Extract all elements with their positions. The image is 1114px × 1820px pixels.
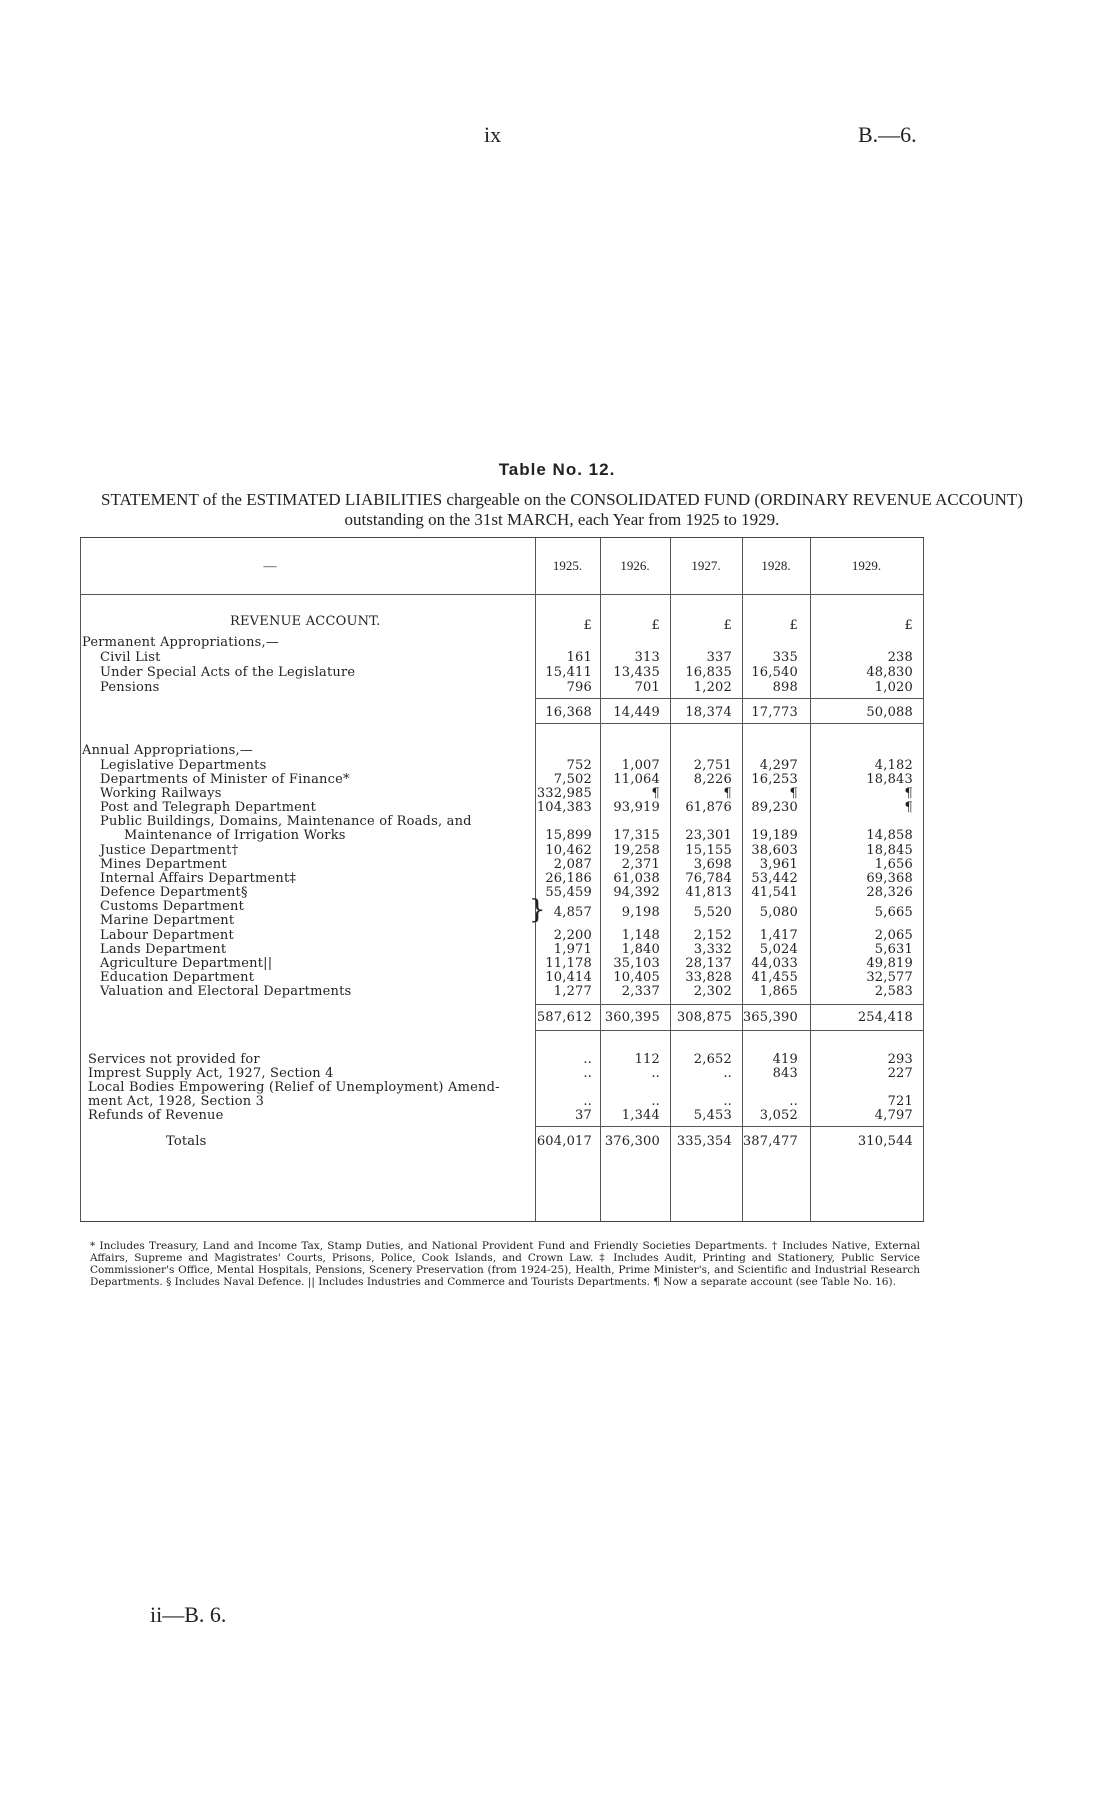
value-cell: 23,301: [685, 828, 732, 843]
value-cell: 2,652: [693, 1052, 732, 1067]
value-cell: 4,797: [874, 1108, 913, 1123]
subtotal-rule: [535, 1004, 924, 1005]
value-cell: 41,813: [685, 885, 732, 900]
value-cell: 701: [634, 680, 660, 695]
value-cell: 61,876: [685, 800, 732, 815]
value-cell: 93,919: [613, 800, 660, 815]
value-cell: 10,414: [545, 970, 592, 985]
value-cell: 18,374: [685, 705, 732, 720]
value-cell: 16,835: [685, 665, 732, 680]
row-label: Defence Department§: [100, 885, 248, 900]
column-divider: [600, 538, 601, 1221]
value-cell: 19,189: [751, 828, 798, 843]
row-label: Justice Department†: [100, 843, 239, 858]
value-cell: 376,300: [604, 1134, 660, 1149]
totals-label: Totals: [166, 1134, 207, 1149]
column-divider: [742, 538, 743, 1221]
value-cell: 50,088: [866, 705, 913, 720]
row-label: Departments of Minister of Finance*: [100, 772, 350, 787]
value-cell: 332,985: [536, 786, 592, 801]
value-cell: 387,477: [742, 1134, 798, 1149]
value-cell: 5,453: [693, 1108, 732, 1123]
row-label-continued: ment Act, 1928, Section 3: [88, 1094, 265, 1109]
value-cell: 4,297: [759, 758, 798, 773]
value-cell: 293: [887, 1052, 913, 1067]
currency-symbol: £: [904, 618, 913, 633]
value-cell: 227: [887, 1066, 913, 1081]
currency-symbol: £: [583, 618, 592, 633]
header-dash: —: [263, 558, 277, 573]
row-label: Civil List: [100, 650, 161, 665]
value-cell: 104,383: [536, 800, 592, 815]
value-cell: 14,449: [613, 705, 660, 720]
row-label: Agriculture Department||: [100, 956, 273, 971]
row-label: Customs Department: [100, 899, 245, 914]
footer-reference: ii—B. 6.: [150, 1602, 227, 1627]
row-label: Mines Department: [100, 857, 227, 872]
column-divider: [535, 538, 536, 1221]
value-cell: 13,435: [613, 665, 660, 680]
year-header: 1927.: [691, 558, 721, 573]
value-cell: 4,857: [553, 905, 592, 920]
row-label: Local Bodies Empowering (Relief of Unemployment) Amend-: [88, 1080, 500, 1095]
value-cell: ¶: [651, 786, 660, 801]
value-cell: 5,080: [759, 905, 798, 920]
value-cell: 33,828: [685, 970, 732, 985]
value-cell: 898: [772, 680, 798, 695]
row-label: Valuation and Electoral Departments: [100, 984, 352, 999]
value-cell: 1,971: [553, 942, 592, 957]
value-cell: 8,226: [693, 772, 732, 787]
value-cell: 1,020: [874, 680, 913, 695]
liabilities-table: [80, 537, 924, 1222]
value-cell: 5,631: [874, 942, 913, 957]
value-cell: ¶: [904, 800, 913, 815]
value-cell: 48,830: [866, 665, 913, 680]
value-cell: ¶: [904, 786, 913, 801]
subtotal-rule: [535, 1030, 924, 1031]
row-label-second: Marine Department: [100, 913, 235, 928]
value-cell: 35,103: [613, 956, 660, 971]
value-cell: 1,277: [553, 984, 592, 999]
row-label: Services not provided for: [88, 1052, 260, 1067]
brace-bracket: }: [529, 895, 546, 925]
value-cell: 41,455: [751, 970, 798, 985]
year-header: 1929.: [851, 558, 882, 573]
subtotal-rule: [535, 723, 924, 724]
value-cell: 15,411: [545, 665, 592, 680]
row-label: Working Railways: [100, 786, 222, 801]
value-cell: ..: [651, 1094, 660, 1109]
year-header: 1925.: [552, 558, 583, 573]
value-cell: ..: [723, 1094, 732, 1109]
value-cell: 11,178: [545, 956, 592, 971]
value-cell: 28,137: [685, 956, 732, 971]
footnotes: * Includes Treasury, Land and Income Tax, Stamp Duties, and National Provident Fund and Friendly Societies Departments. † Includes Native, External Affairs, Supreme and Magistrates' Courts, Prisons, Police, Cook Islands, and Crown Law. ‡ Includes Audit, Printing and Stationery, Public Service Commissioner's Office, Mental Hospitals, Pensions, Scenery Preservation (from 1924-25), Health, Prime Minister's, and Scientific and Industrial Research Departments. § Includes Naval Defence. || Includes Industries and Commerce and Tourists Departments. ¶ Now a separate account (see Table No. 16).: [90, 1240, 920, 1288]
value-cell: 419: [772, 1052, 798, 1067]
value-cell: 161: [566, 650, 592, 665]
row-label: Labour Department: [100, 928, 234, 943]
value-cell: 5,024: [759, 942, 798, 957]
row-label: Education Department: [100, 970, 255, 985]
table-title: Table No. 12.: [498, 460, 616, 479]
value-cell: 16,253: [751, 772, 798, 787]
row-label: Public Buildings, Domains, Maintenance of Roads, and: [100, 814, 472, 829]
value-cell: 26,186: [545, 871, 592, 886]
column-divider: [670, 538, 671, 1221]
year-header: 1926.: [620, 558, 650, 573]
permanent-heading: Permanent Appropriations,—: [82, 635, 280, 650]
value-cell: 37: [575, 1108, 592, 1123]
value-cell: 32,577: [866, 970, 913, 985]
value-cell: ..: [651, 1066, 660, 1081]
value-cell: 308,875: [676, 1010, 732, 1025]
value-cell: 365,390: [742, 1010, 798, 1025]
value-cell: 337: [706, 650, 732, 665]
value-cell: ..: [583, 1094, 592, 1109]
value-cell: 4,182: [874, 758, 913, 773]
column-divider: [810, 538, 811, 1221]
value-cell: ¶: [789, 786, 798, 801]
value-cell: 335,354: [676, 1134, 732, 1149]
value-cell: 18,843: [866, 772, 913, 787]
value-cell: 2,065: [874, 928, 913, 943]
value-cell: 76,784: [685, 871, 732, 886]
value-cell: 604,017: [536, 1134, 592, 1149]
row-label: Pensions: [100, 680, 160, 695]
row-label-continued: Maintenance of Irrigation Works: [124, 828, 346, 843]
value-cell: 2,371: [621, 857, 660, 872]
value-cell: 15,899: [545, 828, 592, 843]
row-label: Under Special Acts of the Legislature: [100, 665, 356, 680]
row-label: Imprest Supply Act, 1927, Section 4: [88, 1066, 334, 1081]
value-cell: 721: [887, 1094, 913, 1109]
totals-rule: [535, 1126, 924, 1127]
value-cell: 360,395: [604, 1010, 660, 1025]
value-cell: 18,845: [866, 843, 913, 858]
value-cell: 112: [634, 1052, 660, 1067]
value-cell: 11,064: [613, 772, 660, 787]
value-cell: 89,230: [751, 800, 798, 815]
table-border-left: [80, 538, 81, 1221]
value-cell: 17,315: [613, 828, 660, 843]
value-cell: 94,392: [613, 885, 660, 900]
value-cell: 1,344: [621, 1108, 660, 1123]
value-cell: ..: [789, 1094, 798, 1109]
value-cell: 1,865: [759, 984, 798, 999]
value-cell: 10,405: [613, 970, 660, 985]
value-cell: 1,007: [621, 758, 660, 773]
value-cell: 3,961: [759, 857, 798, 872]
value-cell: 1,148: [621, 928, 660, 943]
value-cell: 752: [566, 758, 592, 773]
table-caption: STATEMENT of the ESTIMATED LIABILITIES chargeable on the CONSOLIDATED FUND (ORDINARY REVENUE ACCOUNT) outstanding on the 31st MARCH, each Year from 1925 to 1929.: [101, 490, 1023, 529]
row-label: Refunds of Revenue: [88, 1108, 224, 1123]
value-cell: 7,502: [553, 772, 592, 787]
table-border-right: [923, 538, 924, 1221]
value-cell: 49,819: [866, 956, 913, 971]
header-rule: [80, 594, 924, 595]
value-cell: 310,544: [857, 1134, 913, 1149]
value-cell: 10,462: [545, 843, 592, 858]
value-cell: 313: [634, 650, 660, 665]
value-cell: 15,155: [685, 843, 732, 858]
value-cell: 5,665: [874, 905, 913, 920]
value-cell: 16,540: [751, 665, 798, 680]
year-header: 1928.: [761, 558, 791, 573]
subtotal-rule: [535, 698, 924, 699]
value-cell: 587,612: [536, 1010, 592, 1025]
value-cell: 28,326: [866, 885, 913, 900]
value-cell: 1,656: [874, 857, 913, 872]
value-cell: 61,038: [613, 871, 660, 886]
value-cell: 3,052: [759, 1108, 798, 1123]
value-cell: 5,520: [693, 905, 732, 920]
value-cell: 44,033: [751, 956, 798, 971]
value-cell: 2,200: [553, 928, 592, 943]
value-cell: 1,417: [759, 928, 798, 943]
value-cell: 41,541: [751, 885, 798, 900]
page-number: ix: [484, 122, 502, 147]
value-cell: 14,858: [866, 828, 913, 843]
value-cell: 843: [772, 1066, 798, 1081]
value-cell: 796: [566, 680, 592, 695]
value-cell: 254,418: [857, 1010, 913, 1025]
annual-heading: Annual Appropriations,—: [82, 743, 254, 758]
value-cell: 2,152: [693, 928, 732, 943]
currency-symbol: £: [651, 618, 660, 633]
value-cell: 55,459: [545, 885, 592, 900]
section-heading: REVENUE ACCOUNT.: [230, 614, 381, 629]
currency-symbol: £: [789, 618, 798, 633]
value-cell: 17,773: [751, 705, 798, 720]
currency-symbol: £: [723, 618, 732, 633]
value-cell: 2,337: [621, 984, 660, 999]
value-cell: 53,442: [751, 871, 798, 886]
value-cell: 335: [772, 650, 798, 665]
value-cell: 9,198: [621, 905, 660, 920]
document-reference: B.—6.: [858, 122, 917, 147]
value-cell: 3,332: [693, 942, 732, 957]
row-label: Lands Department: [100, 942, 227, 957]
value-cell: 2,087: [553, 857, 592, 872]
value-cell: 2,302: [693, 984, 732, 999]
value-cell: 19,258: [613, 843, 660, 858]
value-cell: 238: [887, 650, 913, 665]
value-cell: ..: [583, 1052, 592, 1067]
value-cell: 3,698: [693, 857, 732, 872]
value-cell: 38,603: [751, 843, 798, 858]
value-cell: 1,202: [693, 680, 732, 695]
value-cell: 2,751: [693, 758, 732, 773]
value-cell: ¶: [723, 786, 732, 801]
row-label: Legislative Departments: [100, 758, 267, 773]
value-cell: 2,583: [874, 984, 913, 999]
value-cell: ..: [583, 1066, 592, 1081]
row-label: Internal Affairs Department‡: [100, 871, 297, 886]
value-cell: 69,368: [866, 871, 913, 886]
value-cell: 16,368: [545, 705, 592, 720]
value-cell: ..: [723, 1066, 732, 1081]
row-label: Post and Telegraph Department: [100, 800, 317, 815]
value-cell: 1,840: [621, 942, 660, 957]
